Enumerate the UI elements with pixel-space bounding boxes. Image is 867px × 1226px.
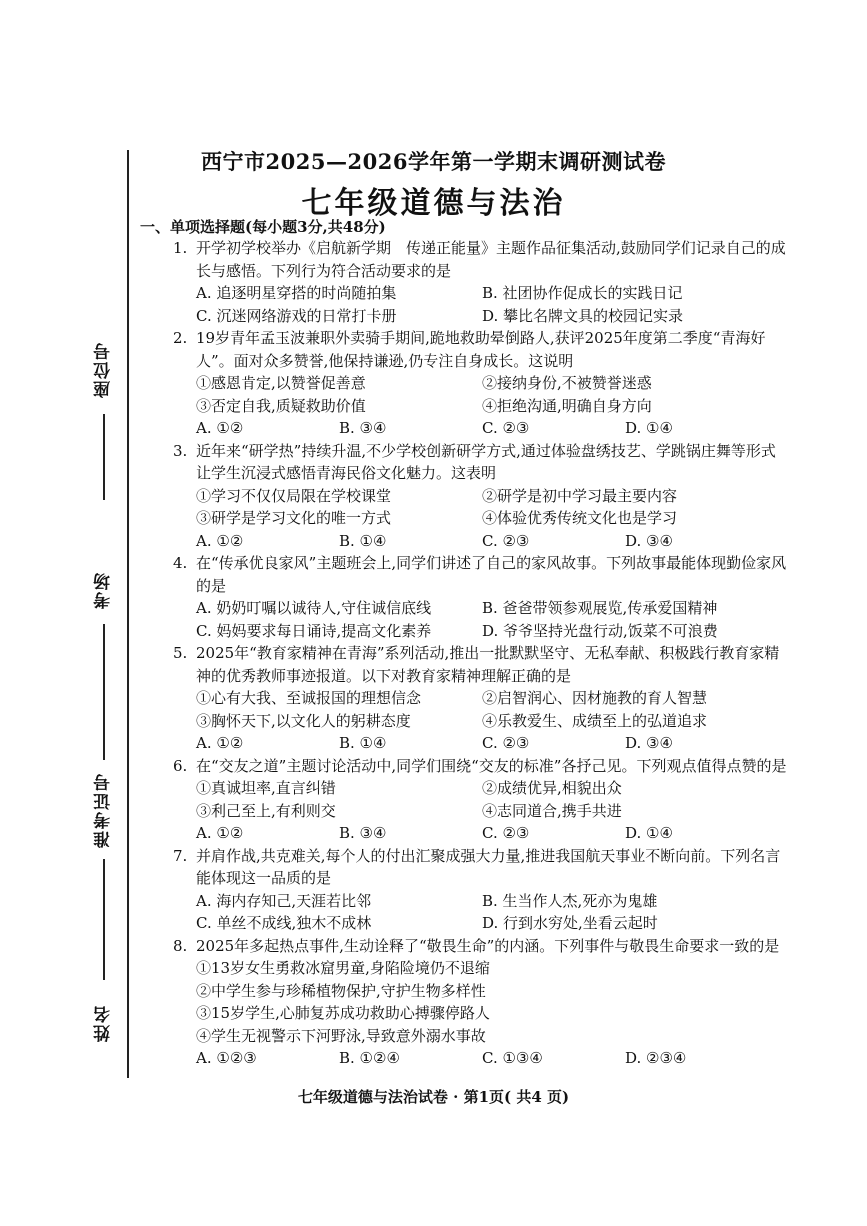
option-a[interactable]: A. ①② (196, 824, 244, 842)
option-a[interactable]: A. 追逐明星穿搭的时尚随拍集 (196, 284, 397, 302)
statement-list (140, 777, 790, 822)
ticket-number-label: 准考证号 (94, 772, 114, 848)
option-d[interactable]: D. 爷爷坚持光盘行动,饭菜不可浪费 (482, 621, 718, 640)
question-4 (140, 552, 790, 642)
option-c[interactable]: C. ②③ (482, 824, 530, 842)
option-d[interactable]: D. ①④ (625, 419, 673, 437)
statement-3: ③15岁学生,心肺复苏成功救助心搏骤停路人 (196, 1004, 490, 1022)
option-b[interactable]: B. ①④ (339, 734, 387, 752)
option-b[interactable]: B. ③④ (339, 419, 387, 437)
question-text: 在“交友之道”主题讨论活动中,同学们围绕“交友的标准”各抒己见。下列观点值得点赞的是 (196, 756, 787, 775)
question-8 (140, 935, 790, 1070)
statement-2: ②研学是初中学习最主要内容 (482, 486, 678, 505)
question-number: 7. (173, 846, 188, 865)
statement-1: ①13岁女生勇救冰窟男童,身陷险境仍不退缩 (196, 959, 490, 977)
option-a[interactable]: A. 海内存知己,天涯若比邻 (196, 891, 372, 910)
question-text: 2025年多起热点事件,生动诠释了“敬畏生命”的内涵。下列事件与敬畏生命要求一致的是 (196, 936, 780, 955)
option-b[interactable]: B. ①④ (339, 531, 387, 550)
option-b[interactable]: B. 社团协作促成长的实践日记 (482, 284, 683, 302)
statement-1: ①学习不仅仅局限在学校课堂 (196, 486, 392, 505)
statement-4: ④学生无视警示下河野泳,导致意外溺水事故 (196, 1026, 486, 1045)
question-1 (140, 237, 790, 327)
statement-4: ④志同道合,携手共进 (482, 801, 622, 820)
ticket-number-field (84, 765, 124, 980)
answer-options (140, 732, 790, 755)
statement-1: ①感恩肯定,以赞誉促善意 (196, 374, 366, 392)
question-stem (140, 935, 790, 958)
question-stem (140, 755, 790, 778)
exam-room-line (103, 624, 105, 760)
answer-options (140, 890, 790, 935)
option-c[interactable]: C. ②③ (482, 419, 530, 437)
option-d[interactable]: D. ①④ (625, 824, 673, 842)
binding-line (127, 150, 129, 1078)
question-text: 19岁青年孟玉波兼职外卖骑手期间,跪地救助晕倒路人,获评2025年度第二季度“青海好人”。面对众多赞誉,他保持谦逊,仍专注自身成长。这说明 (196, 329, 766, 370)
section-heading: 一、单项选择题(每小题3分,共48分) (140, 218, 386, 236)
question-number: 5. (173, 644, 188, 662)
exam-subject: 七年级道德与法治 (301, 186, 566, 221)
page-footer: 七年级道德与法治试卷 · 第1页( 共4 页) (297, 1088, 570, 1106)
question-number: 3. (173, 441, 188, 460)
question-number: 2. (173, 329, 188, 347)
ticket-number-line (103, 859, 105, 980)
binding-margin (0, 0, 130, 1226)
option-d[interactable]: D. 攀比名牌文具的校园记实录 (482, 306, 684, 325)
question-6 (140, 755, 790, 845)
statement-1: ①心有大我、至诚报国的理想信念 (196, 689, 422, 707)
question-number: 4. (173, 554, 188, 572)
seat-number-line (103, 414, 105, 500)
statement-3: ③利己至上,有利则交 (196, 801, 336, 820)
exam-room-label: 考场 (94, 571, 114, 609)
statement-3: ③否定自我,质疑救助价值 (196, 396, 366, 415)
option-c[interactable]: C. ②③ (482, 734, 530, 752)
question-number: 8. (173, 936, 188, 955)
question-number: 6. (173, 756, 188, 775)
statement-4: ④乐教爱生、成绩至上的弘道追求 (482, 711, 708, 730)
question-2 (140, 327, 790, 440)
statement-2: ②成绩优异,相貌出众 (482, 779, 622, 797)
seat-number-field (84, 330, 124, 500)
statement-1: ①真诚坦率,直言纠错 (196, 779, 336, 797)
option-a[interactable]: A. ①② (196, 734, 244, 752)
option-d[interactable]: D. ③④ (625, 734, 673, 752)
statement-list (140, 485, 790, 530)
answer-options (140, 530, 790, 553)
option-c[interactable]: C. 沉迷网络游戏的日常打卡册 (196, 306, 397, 325)
statement-2: ②中学生参与珍稀植物保护,守护生物多样性 (196, 981, 486, 1000)
statement-4: ④拒绝沟通,明确自身方向 (482, 396, 652, 415)
exam-title: 西宁市2025—2026学年第一学期末调研测试卷 (201, 149, 666, 174)
option-c[interactable]: C. ①③④ (482, 1049, 543, 1067)
question-5 (140, 642, 790, 755)
option-d[interactable]: D. ②③④ (625, 1049, 687, 1067)
question-text: 近年来“研学热”持续升温,不少学校创新研学方式,通过体验盘绣技艺、学跳锅庄舞等形式让学生沉浸式感悟青海民俗文化魅力。这表明 (196, 441, 776, 482)
question-3 (140, 440, 790, 553)
question-stem (140, 440, 790, 485)
answer-options (140, 417, 790, 440)
option-c[interactable]: C. ②③ (482, 531, 530, 550)
question-text: 2025年“教育家精神在青海”系列活动,推出一批默默坚守、无私奉献、积极践行教育家精神的优秀教师事迹报道。以下对教育家精神理解正确的是 (196, 644, 780, 685)
option-a[interactable]: A. ①② (196, 531, 244, 550)
statement-list (140, 372, 790, 417)
question-text: 开学初学校举办《启航新学期 传递正能量》主题作品征集活动,鼓励同学们记录自己的成长与感悟。下列行为符合活动要求的是 (196, 239, 786, 280)
question-stem (140, 845, 790, 890)
answer-options (140, 597, 790, 642)
answer-options (140, 282, 790, 327)
question-7 (140, 845, 790, 935)
answer-options (140, 822, 790, 845)
answer-options (140, 1047, 790, 1070)
statement-2: ②接纳身份,不被赞誉迷惑 (482, 374, 652, 392)
question-stem (140, 552, 790, 597)
statement-2: ②启智润心、因材施教的育人智慧 (482, 689, 708, 707)
option-d[interactable]: D. 行到水穷处,坐看云起时 (482, 914, 658, 932)
question-number: 1. (173, 239, 188, 257)
option-b[interactable]: B. 爸爸带领参观展览,传承爱国精神 (482, 599, 718, 617)
question-stem (140, 327, 790, 372)
option-a[interactable]: A. ①②③ (196, 1049, 257, 1067)
question-text: 在“传承优良家风”主题班会上,同学们讲述了自己的家风故事。下列故事最能体现勤俭家风的是 (196, 554, 787, 595)
name-label: 姓名 (94, 1004, 114, 1042)
statement-4: ④体验优秀传统文化也是学习 (482, 509, 678, 527)
name-field (84, 995, 124, 1055)
question-list (140, 237, 790, 1070)
statement-3: ③胸怀天下,以文化人的躬耕态度 (196, 711, 411, 730)
statement-3: ③研学是学习文化的唯一方式 (196, 509, 392, 527)
option-a[interactable]: A. ①② (196, 419, 244, 437)
option-b[interactable]: B. ①②④ (339, 1049, 400, 1067)
option-b[interactable]: B. ③④ (339, 824, 387, 842)
option-a[interactable]: A. 奶奶叮嘱以诚待人,守住诚信底线 (196, 599, 432, 617)
seat-number-label: 座位号 (94, 341, 114, 399)
option-c[interactable]: C. 单丝不成线,独木不成林 (196, 914, 372, 932)
question-stem (140, 642, 790, 687)
exam-room-field (84, 560, 124, 760)
statement-list (140, 687, 790, 732)
option-c[interactable]: C. 妈妈要求每日诵诗,提高文化素养 (196, 621, 432, 640)
option-d[interactable]: D. ③④ (625, 531, 673, 550)
question-text: 并肩作战,共克难关,每个人的付出汇聚成强大力量,推进我国航天事业不断向前。下列名言能体现这一品质的是 (196, 846, 781, 887)
statement-list (140, 957, 790, 1047)
option-b[interactable]: B. 生当作人杰,死亦为鬼雄 (482, 891, 658, 910)
question-stem (140, 237, 790, 282)
